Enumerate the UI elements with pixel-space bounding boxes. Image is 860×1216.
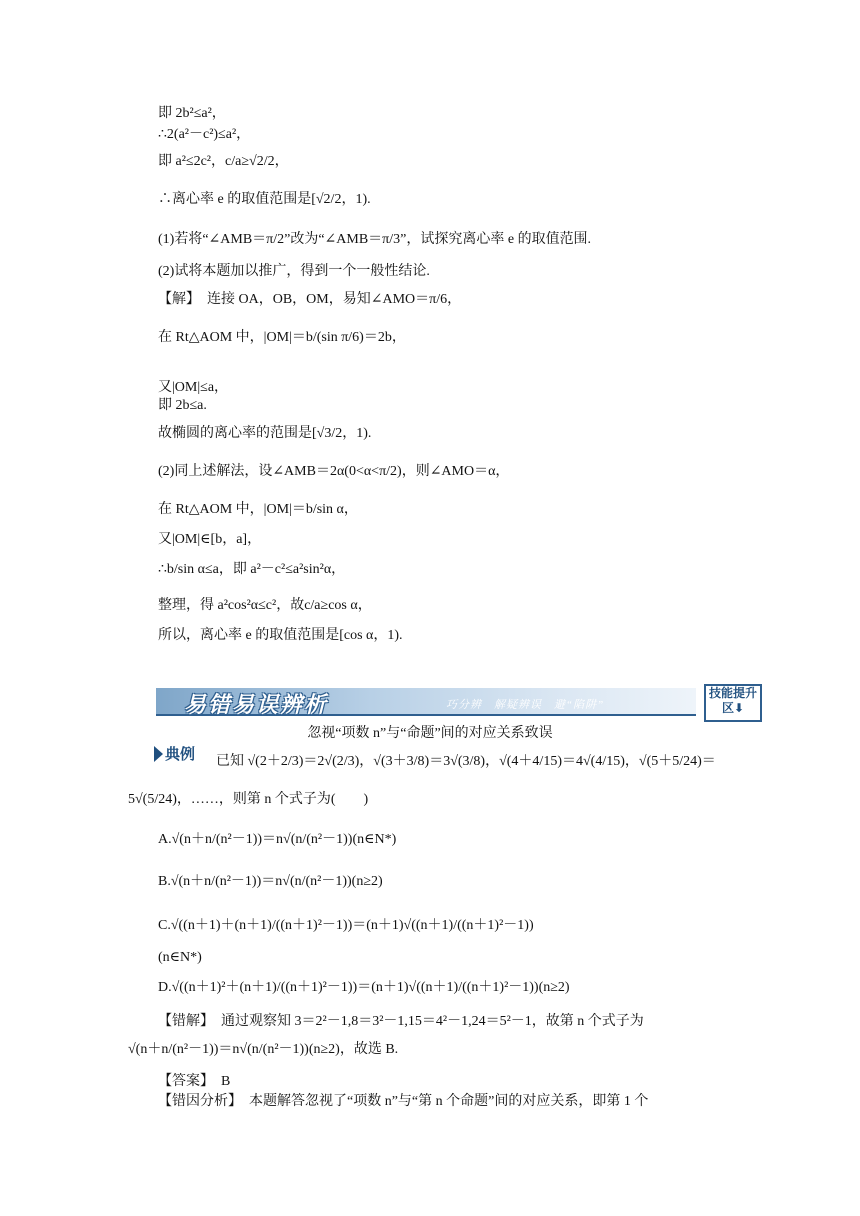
text-line: 即 a²≤2c²，c/a≥√2/2， bbox=[158, 154, 289, 169]
text-line: 5√(5/24)，……，则第 n 个式子为( ) bbox=[128, 792, 369, 807]
section-title: 忽视“项数 n”与“命题”间的对应关系致误 bbox=[307, 726, 553, 741]
text-line: 整理，得 a²cos²α≤c²，故c/a≥cos α， bbox=[158, 598, 372, 613]
triangle-icon bbox=[154, 746, 163, 762]
text-line: 所以，离心率 e 的取值范围是[cos α，1). bbox=[158, 628, 403, 643]
option-b: B.√(n＋n/(n²－1))＝n√(n/(n²－1))(n≥2) bbox=[158, 874, 383, 889]
answer: 【答案】 B bbox=[158, 1074, 231, 1089]
solution-heading: 【解】 连接 OA，OB，OM，易知∠AMO＝π/6， bbox=[158, 292, 462, 307]
text-line: (n∈N*) bbox=[158, 950, 202, 965]
wrong-solution: 【错解】 通过观察知 3＝2²－1,8＝3²－1,15＝4²－1,24＝5²－1，故第 n 个式子为 bbox=[158, 1014, 644, 1029]
text-line: 即 2b²≤a²， bbox=[158, 106, 226, 121]
text-line: 又|OM|∈[b，a]， bbox=[158, 532, 262, 547]
skill-upgrade-button[interactable]: 技能提升区⬇ bbox=[704, 684, 762, 722]
option-d: D.√((n＋1)²＋(n＋1)/((n＋1)²－1))＝(n＋1)√((n＋1)/((n＋1)²－1))(n≥2) bbox=[158, 980, 570, 995]
text-line: ∴2(a²－c²)≤a²， bbox=[158, 127, 251, 142]
text-line: 即 2b≤a. bbox=[158, 398, 207, 413]
text-line: 已知 √(2＋2/3)＝2√(2/3)，√(3＋3/8)＝3√(3/8)，√(4＋4/15)＝4√(4/15)，√(5＋5/24)＝ bbox=[216, 754, 716, 769]
banner-subtitle: 巧分辨 解疑辨误 避“陷阱” bbox=[446, 699, 605, 711]
text-line: 又|OM|≤a， bbox=[158, 380, 229, 395]
text-line: 在 Rt△AOM 中，|OM|＝b/sin α， bbox=[158, 502, 358, 517]
banner-title: 易错易误辨析 bbox=[184, 692, 329, 717]
option-c: C.√((n＋1)＋(n＋1)/((n＋1)²－1))＝(n＋1)√((n＋1)/((n＋1)²－1)) bbox=[158, 918, 534, 933]
text-line: 故椭圆的离心率的范围是[√3/2，1). bbox=[158, 426, 372, 441]
example-label: 典例 bbox=[165, 745, 196, 763]
error-analysis: 【错因分析】 本题解答忽视了“项数 n”与“第 n 个命题”间的对应关系，即第 1 个 bbox=[158, 1094, 649, 1109]
text-line: 在 Rt△AOM 中，|OM|＝b/(sin π/6)＝2b， bbox=[158, 330, 406, 345]
example-tag bbox=[154, 743, 195, 764]
text-line: ∴离心率 e 的取值范围是[√2/2，1). bbox=[158, 192, 371, 207]
text-line: (2)同上述解法，设∠AMB＝2α(0<α<π/2)，则∠AMO＝α， bbox=[158, 464, 510, 479]
text-line: (1)若将“∠AMB＝π/2”改为“∠AMB＝π/3”，试探究离心率 e 的取值范围. bbox=[158, 232, 592, 247]
section-banner bbox=[156, 684, 764, 720]
text-line: (2)试将本题加以推广，得到一个一般性结论. bbox=[158, 264, 430, 279]
option-a: A.√(n＋n/(n²－1))＝n√(n/(n²－1))(n∈N*) bbox=[158, 832, 397, 847]
text-line: ∴b/sin α≤a，即 a²－c²≤a²sin²α， bbox=[158, 562, 346, 577]
text-line: √(n＋n/(n²－1))＝n√(n/(n²－1))(n≥2)，故选 B. bbox=[128, 1042, 399, 1057]
